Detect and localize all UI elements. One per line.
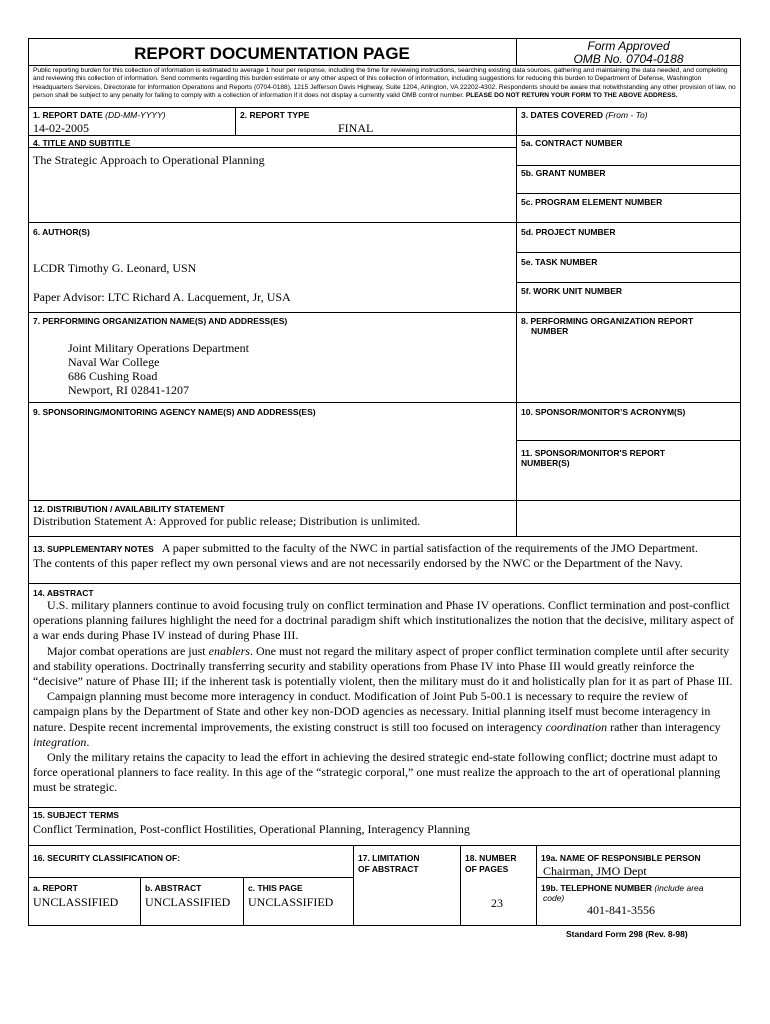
- abstract-text: [33, 598, 737, 796]
- abstract-paragraph: Only the military retains the capacity to lead the effort in achieving the desired strategic end-state following conflict; doctrine must adapt to force operational planners to face reality. In this age of the “strategic corporal,” one must realize the approach to the art of operational planning must be strategic.: [33, 750, 721, 795]
- frame-right: [740, 38, 741, 926]
- title-value: The Strategic Approach to Operational Planning: [33, 153, 265, 167]
- page-count-value: 23: [491, 896, 503, 910]
- form-approved-label: Form Approved: [587, 39, 670, 53]
- contract-number-label: 5a. CONTRACT NUMBER: [521, 138, 623, 148]
- rule: [28, 222, 741, 223]
- limitation-label-line2: OF ABSTRACT: [358, 864, 419, 874]
- performing-org-label: 7. PERFORMING ORGANIZATION NAME(S) AND ADDRESS(ES): [33, 316, 288, 326]
- supplementary-notes-line: The contents of this paper reflect my own personal views and are not necessarily endorsed by the NWC or the Department of the Navy.: [33, 556, 683, 570]
- report-type-value: FINAL: [338, 121, 374, 135]
- rule: [460, 845, 461, 926]
- grant-number-label: 5b. GRANT NUMBER: [521, 168, 606, 178]
- telephone-label: 19b. TELEPHONE NUMBER (include area: [541, 883, 704, 893]
- limitation-label: 17. LIMITATION: [358, 853, 420, 863]
- rule: [516, 282, 741, 283]
- org-address-line: Newport, RI 02841-1207: [68, 383, 189, 397]
- project-number-label: 5d. PROJECT NUMBER: [521, 227, 616, 237]
- rule: [140, 877, 141, 926]
- task-number-label: 5e. TASK NUMBER: [521, 257, 598, 267]
- omb-number: OMB No. 0704-0188: [573, 52, 684, 66]
- supplementary-notes-line: A paper submitted to the faculty of the NWC in partial satisfaction of the requirements of the JMO Department.: [161, 541, 698, 555]
- responsible-person-label: 19a. NAME OF RESPONSIBLE PERSON: [541, 853, 701, 863]
- rule: [353, 845, 354, 926]
- supplementary-notes: [33, 541, 698, 555]
- authors-label: 6. AUTHOR(S): [33, 227, 90, 237]
- rule: [516, 193, 741, 194]
- rule: [28, 583, 741, 584]
- rule: [536, 845, 537, 926]
- abstract-label: 14. ABSTRACT: [33, 588, 94, 598]
- security-classification-label: 16. SECURITY CLASSIFICATION OF:: [33, 853, 181, 863]
- report-class-value: UNCLASSIFIED: [33, 895, 119, 909]
- rule: [28, 402, 741, 403]
- rule: [28, 107, 741, 108]
- perf-report-label: 8. PERFORMING ORGANIZATION REPORT: [521, 316, 694, 326]
- subject-terms: Conflict Termination, Post-conflict Hostilities, Operational Planning, Interagency Planning: [33, 822, 470, 836]
- abstract-class-value: UNCLASSIFIED: [145, 895, 231, 909]
- frame-left: [28, 38, 29, 926]
- work-unit-label: 5f. WORK UNIT NUMBER: [521, 286, 623, 296]
- abstract-paragraph: Campaign planning must become more interagency in conduct. Modification of Joint Pub 5-00.1 is necessary to require the review of campaign plans by the Department of State and other key non-DOD agencies as necessary. Initial planning itself must become interagency in nature. Despite recent incremental improvements, the existing construct is still too focused on interagency coordination rather than interagency integration.: [33, 689, 721, 749]
- page-count-label: 18. NUMBER: [465, 853, 517, 863]
- burden-statement: [33, 67, 737, 101]
- author-name: LCDR Timothy G. Leonard, USN: [33, 261, 197, 275]
- sponsor-agency-label: 9. SPONSORING/MONITORING AGENCY NAME(S) AND ADDRESS(ES): [33, 407, 316, 417]
- page-count-label-line2: OF PAGES: [465, 864, 509, 874]
- rule: [28, 135, 741, 136]
- telephone-label-hint: code): [543, 893, 565, 903]
- sponsor-report-label: 11. SPONSOR/MONITOR'S REPORT: [521, 448, 666, 458]
- org-address-line: 686 Cushing Road: [68, 369, 158, 383]
- form-footer: Standard Form 298 (Rev. 8-98): [566, 929, 688, 939]
- sponsor-acronym-label: 10. SPONSOR/MONITOR’S ACRONYM(S): [521, 407, 686, 417]
- subject-terms-label: 15. SUBJECT TERMS: [33, 810, 119, 820]
- supplementary-notes-label: 13. SUPPLEMENTARY NOTES: [33, 544, 154, 554]
- abstract-paragraph: Major combat operations are just enablers. One must not regard the military aspect of proper conflict termination complete until after security and stability operations. Doctrinally transferring security and stability operations from Phase IV into Phase III would greatly reinforce the “decisive” nature of Phase III; if the inherent task is potentially violent, then the military must do it and holistically plan for it as part of Phase III.: [33, 643, 733, 689]
- distribution-statement: Distribution Statement A: Approved for public release; Distribution is unlimited.: [33, 514, 421, 528]
- rule: [28, 500, 741, 501]
- org-address-line: Joint Military Operations Department: [68, 341, 249, 355]
- page-class-value: UNCLASSIFIED: [248, 895, 334, 909]
- dates-covered-label: 3. DATES COVERED (From - To): [521, 110, 648, 120]
- form-title: REPORT DOCUMENTATION PAGE: [134, 44, 410, 63]
- title-label: 4. TITLE AND SUBTITLE: [33, 138, 131, 148]
- frame-bottom: [28, 925, 741, 926]
- rule: [28, 807, 741, 808]
- sponsor-report-label-line2: NUMBER(S): [521, 458, 570, 468]
- report-date-label: 1. REPORT DATE (DD-MM-YYYY): [33, 110, 166, 120]
- rule: [28, 845, 741, 846]
- burden-text: Public reporting burden for this collection of information is estimated to average 1 hour per response, including the time for reviewing instructions, searching existing data sources, gathering and maintaining the data needed, and completing and reviewing this collection of information. Send comments regarding this burden estimate or any other aspect of this collection of information, including suggestions for reducing this burden to Department of Defense, Washington Headquarters Services, Directorate for Information Operations and Reports (0704-0188), 1215 Jefferson Davis Highway, Suite 1204, Arlington, VA 22202-4302. Respondents should be aware that notwithstanding any other provision of law, no person shall be subject to any penalty for failing to comply with a collection of information if it does not display a currently valid OMB control number.: [33, 67, 736, 100]
- abstract-class-label: b. ABSTRACT: [145, 883, 202, 893]
- rule: [516, 107, 517, 536]
- telephone-number: 401-841-3556: [587, 903, 655, 917]
- program-element-label: 5c. PROGRAM ELEMENT NUMBER: [521, 197, 663, 207]
- page-class-label: c. THIS PAGE: [248, 883, 303, 893]
- rule: [28, 536, 741, 537]
- rule: [235, 107, 236, 136]
- rule: [516, 165, 741, 166]
- org-address-line: Naval War College: [68, 355, 160, 369]
- report-class-label: a. REPORT: [33, 883, 78, 893]
- rule: [28, 877, 353, 878]
- rule: [28, 312, 741, 313]
- responsible-person: Chairman, JMO Dept: [543, 864, 647, 878]
- rule: [516, 252, 741, 253]
- perf-report-label-line2: NUMBER: [531, 326, 569, 336]
- report-type-label: 2. REPORT TYPE: [240, 110, 310, 120]
- rule: [243, 877, 244, 926]
- rule: [516, 440, 741, 441]
- paper-advisor: Paper Advisor: LTC Richard A. Lacquement, Jr, USA: [33, 290, 291, 304]
- report-date-value: 14-02-2005: [33, 121, 89, 135]
- abstract-paragraph: U.S. military planners continue to avoid focusing truly on conflict termination and Phase IV operations. Conflict termination and post-conflict operations planning failures highlight the need for a doctrinal paradigm shift which institutionalizes the notion that the decisive, military aspect of a war ends during Phase IV instead of during Phase III.: [33, 598, 734, 643]
- burden-warning: PLEASE DO NOT RETURN YOUR FORM TO THE ABOVE ADDRESS.: [465, 92, 678, 100]
- distribution-label: 12. DISTRIBUTION / AVAILABILITY STATEMENT: [33, 504, 225, 514]
